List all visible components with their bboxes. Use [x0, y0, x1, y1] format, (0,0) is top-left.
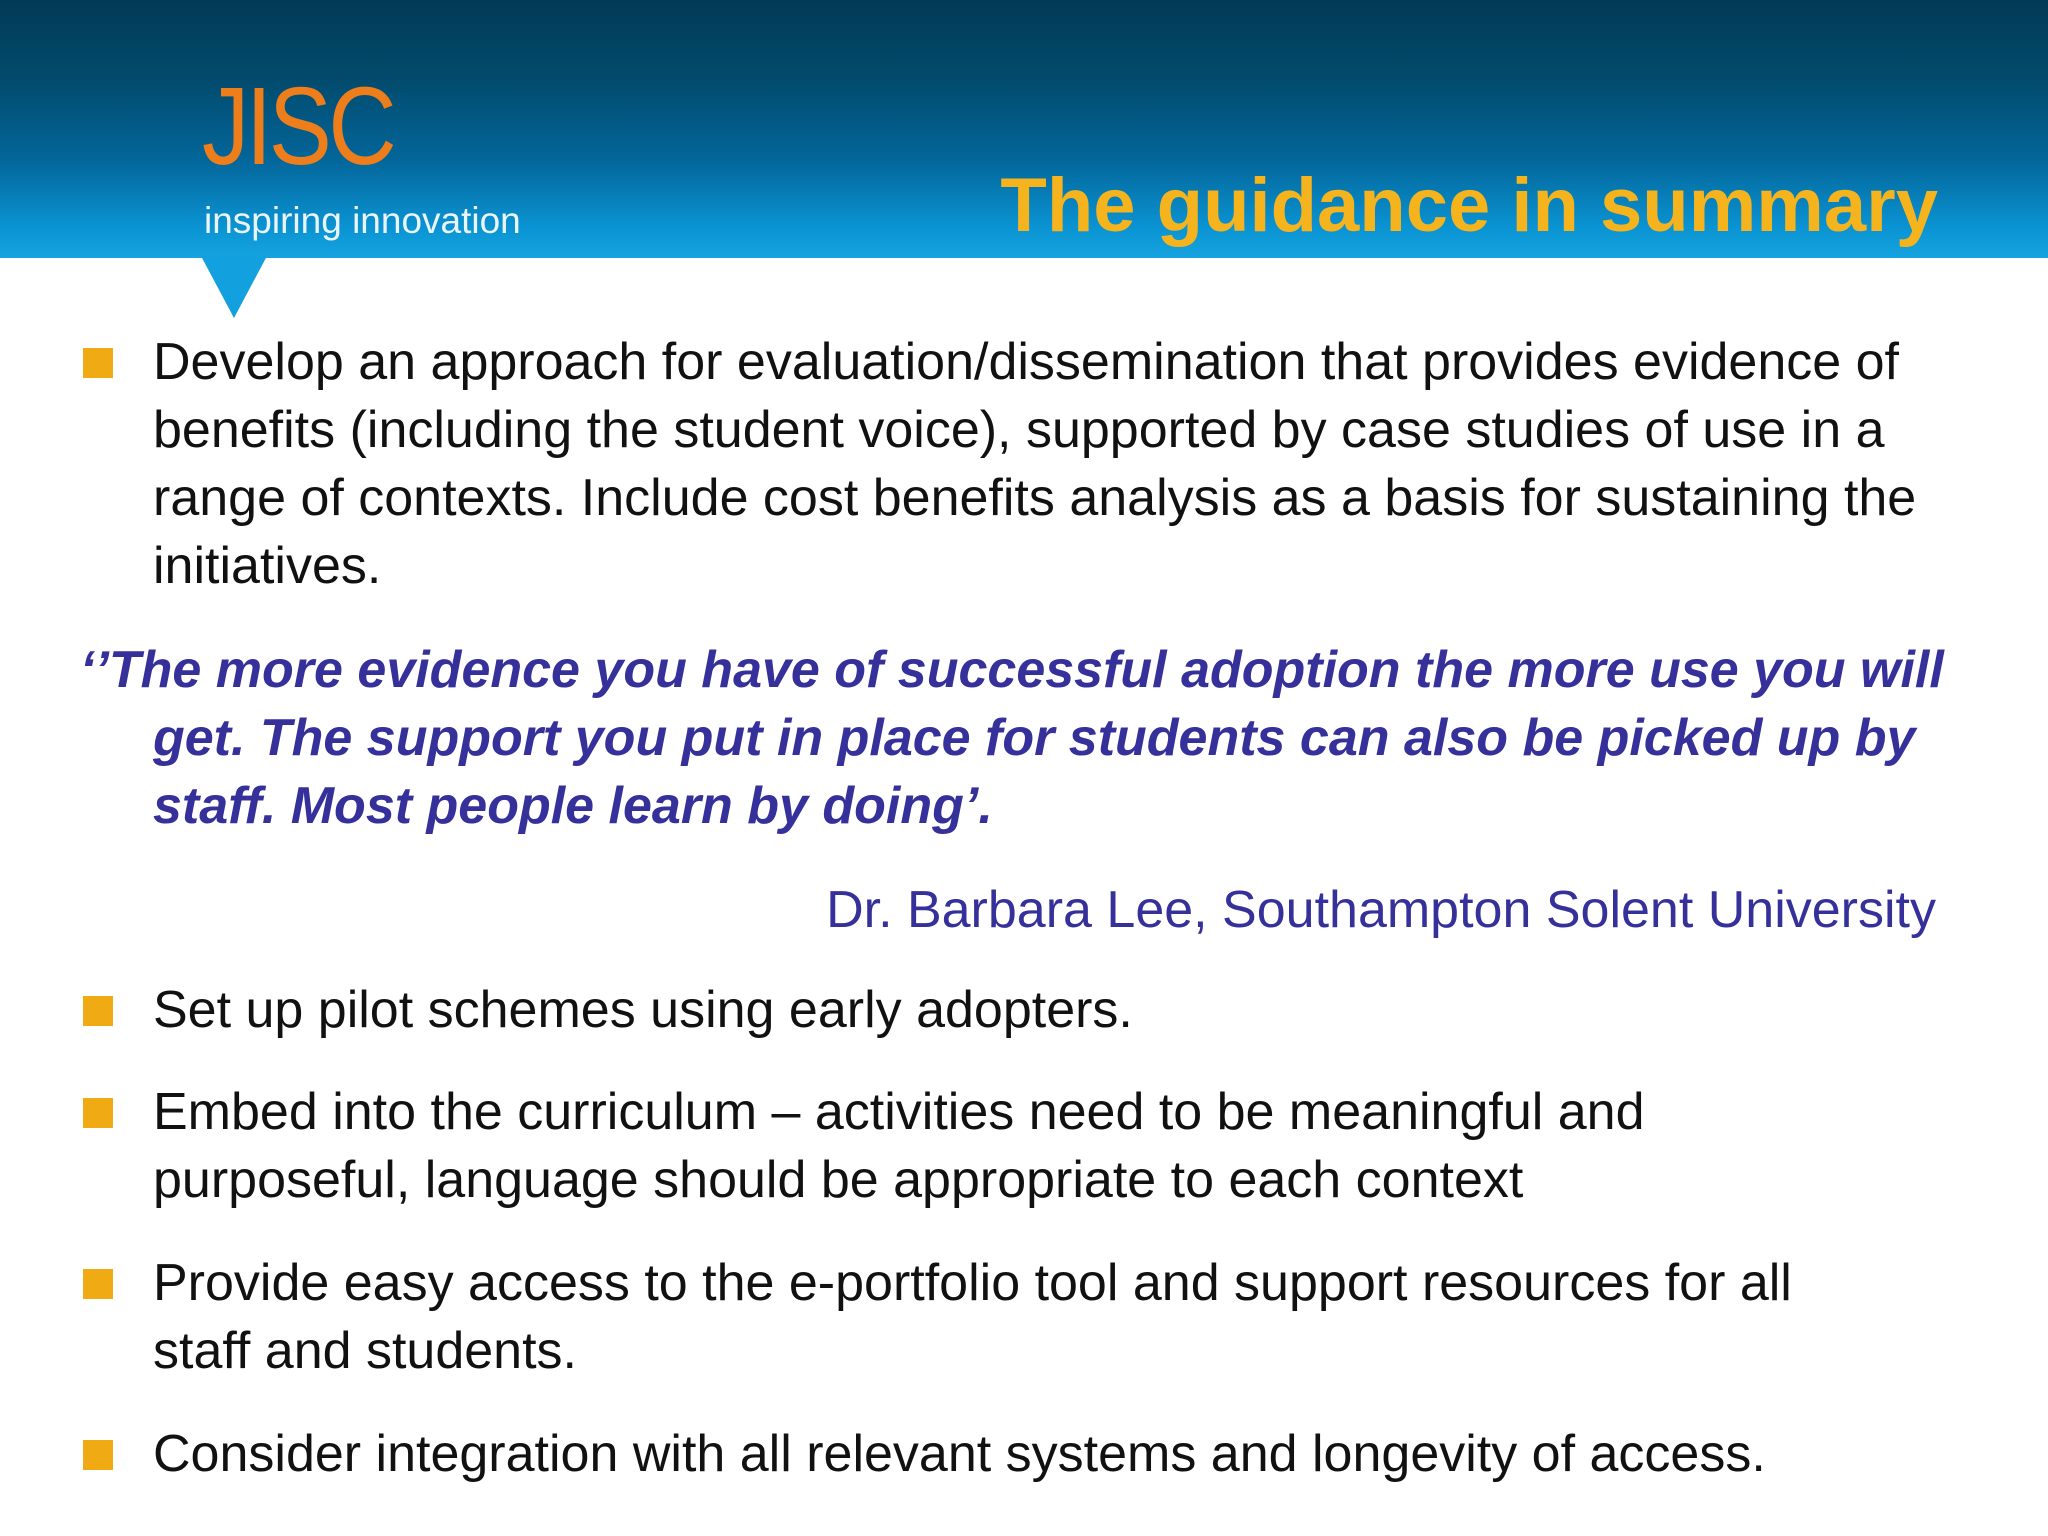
header-pointer [201, 256, 267, 318]
bullet-square-icon [83, 348, 113, 378]
bullet-square-icon [83, 996, 113, 1026]
quote-text: ‘’The more evidence you have of successful adoption the more use you will get. The support you put in place for students can also be picked up by staff. Most people learn by doing’. [80, 641, 1944, 835]
bullet-square-icon [83, 1440, 113, 1470]
jisc-logo: JISC [202, 65, 394, 188]
logo-tagline: inspiring innovation [204, 200, 521, 241]
quote-attribution: Dr. Barbara Lee, Southampton Solent University [826, 881, 1936, 939]
bullet-square-icon [83, 1269, 113, 1299]
bullet-easy-access: Provide easy access to the e-portfolio tool and support resources for all staff and students. [153, 1254, 1792, 1380]
slide-title: The guidance in summary [1000, 163, 1938, 248]
bullet-square-icon [83, 1098, 113, 1128]
bullet-evaluation: Develop an approach for evaluation/dissemination that provides evidence of benefits (including the student voice), supported by case studies of use in a range of contexts. Include cost benefits analysis as a basis for sustaining the initiatives. [153, 333, 1917, 595]
bullet-integration: Consider integration with all relevant systems and longevity of access. [153, 1425, 1766, 1483]
bullet-pilot-schemes: Set up pilot schemes using early adopters. [153, 981, 1133, 1039]
bullet-embed-curriculum: Embed into the curriculum – activities need to be meaningful and purposeful, language should be appropriate to each context [153, 1083, 1645, 1209]
